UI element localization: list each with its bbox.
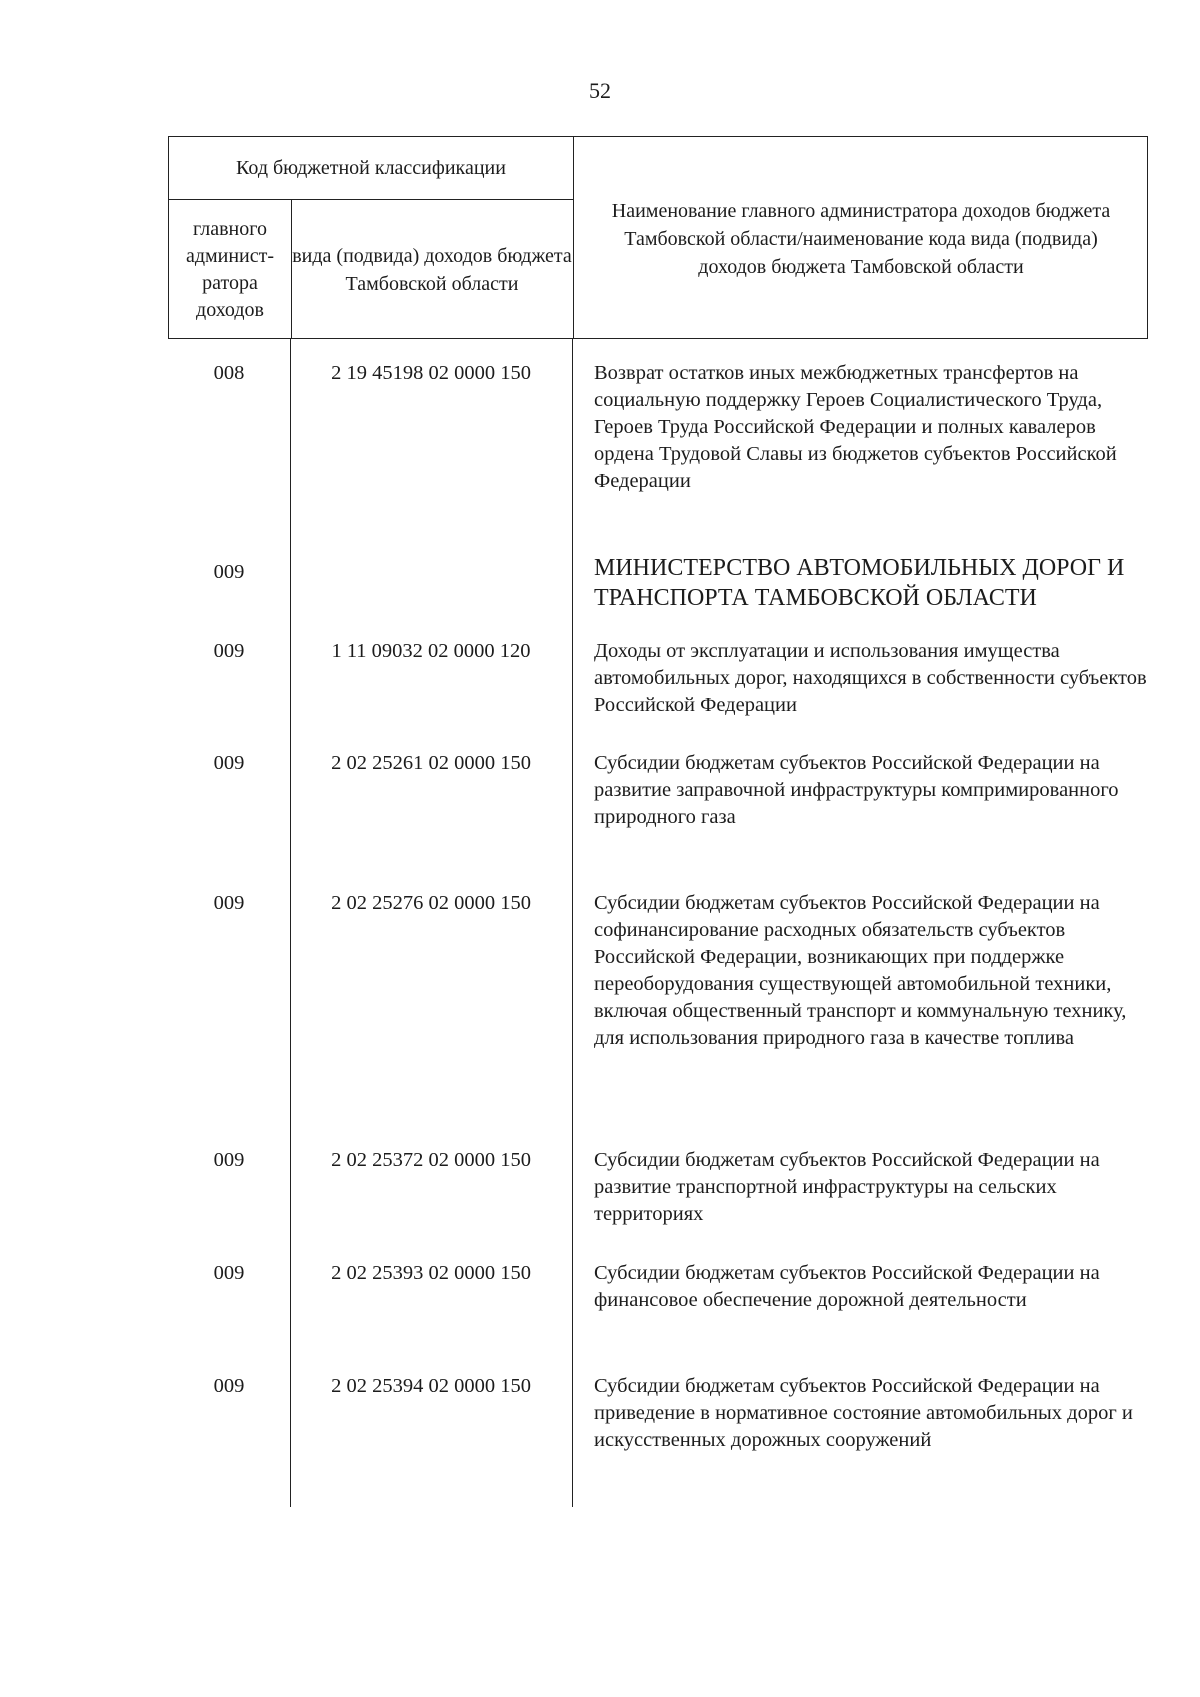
admin-code: 009 [213,1149,245,1171]
admin-code: 009 [213,892,245,914]
income-code: 2 02 25276 02 0000 150 [331,892,531,914]
income-code: 2 02 25372 02 0000 150 [331,1149,531,1171]
header-name-column: Наименование главного администратора доходов бюджета Тамбовской области/наименование кода вида (подвида) доходов бюджета Тамбовской области [611,199,1111,278]
admin-code: 009 [213,752,245,774]
header-admin-column: главного админист-ратора доходов [185,217,275,321]
income-code: 2 02 25394 02 0000 150 [331,1375,531,1397]
income-name: Субсидии бюджетам субъектов Российской Федерации на развитие транспортной инфраструктуры на сельских территориях [594,1149,1100,1225]
income-name: Субсидии бюджетам субъектов Российской Федерации на приведение в нормативное состояние автомобильных дорог и искусственных дорожных сооружений [594,1375,1133,1451]
income-code: 1 11 09032 02 0000 120 [331,640,531,662]
header-budget-code-group: Код бюджетной классификации [236,157,506,179]
admin-code: 009 [213,1375,245,1397]
page-number: 52 [589,78,611,103]
income-code: 2 02 25393 02 0000 150 [331,1262,531,1284]
admin-code: 009 [213,1262,245,1284]
admin-code: 009 [213,640,245,662]
income-code: 2 02 25261 02 0000 150 [331,752,531,774]
income-name: Субсидии бюджетам субъектов Российской Федерации на софинансирование расходных обязательств субъектов Российской Федерации, возникающих при поддержке переоборудования существующей автомобильной техники, включая общественный транспорт и коммунальную технику, для использования природного газа в качестве топлива [594,892,1127,1049]
administrator-name: МИНИСТЕРСТВО АВТОМОБИЛЬНЫХ ДОРОГ И ТРАНСПОРТА ТАМБОВСКОЙ ОБЛАСТИ [594,555,1125,611]
income-name: Субсидии бюджетам субъектов Российской Федерации на финансовое обеспечение дорожной деятельности [594,1262,1100,1311]
income-name: Возврат остатков иных межбюджетных трансфертов на социальную поддержку Героев Социалистического Труда, Героев Труда Российской Федерации и полных кавалеров ордена Трудовой Славы из бюджетов субъектов Российской Федерации [594,362,1117,492]
income-name: Субсидии бюджетам субъектов Российской Федерации на развитие заправочной инфраструктуры компримированного природного газа [594,752,1119,828]
admin-code: 008 [213,362,245,384]
income-name: Доходы от эксплуатации и использования имущества автомобильных дорог, находящихся в собственности субъектов Российской Федерации [594,640,1147,716]
income-code: 2 19 45198 02 0000 150 [331,362,531,384]
header-income-kind-column: вида (подвида) доходов бюджета Тамбовской области [292,244,572,295]
column-divider [572,339,573,1507]
table-header [168,136,1148,339]
admin-code: 009 [213,561,245,583]
column-divider [290,339,291,1507]
